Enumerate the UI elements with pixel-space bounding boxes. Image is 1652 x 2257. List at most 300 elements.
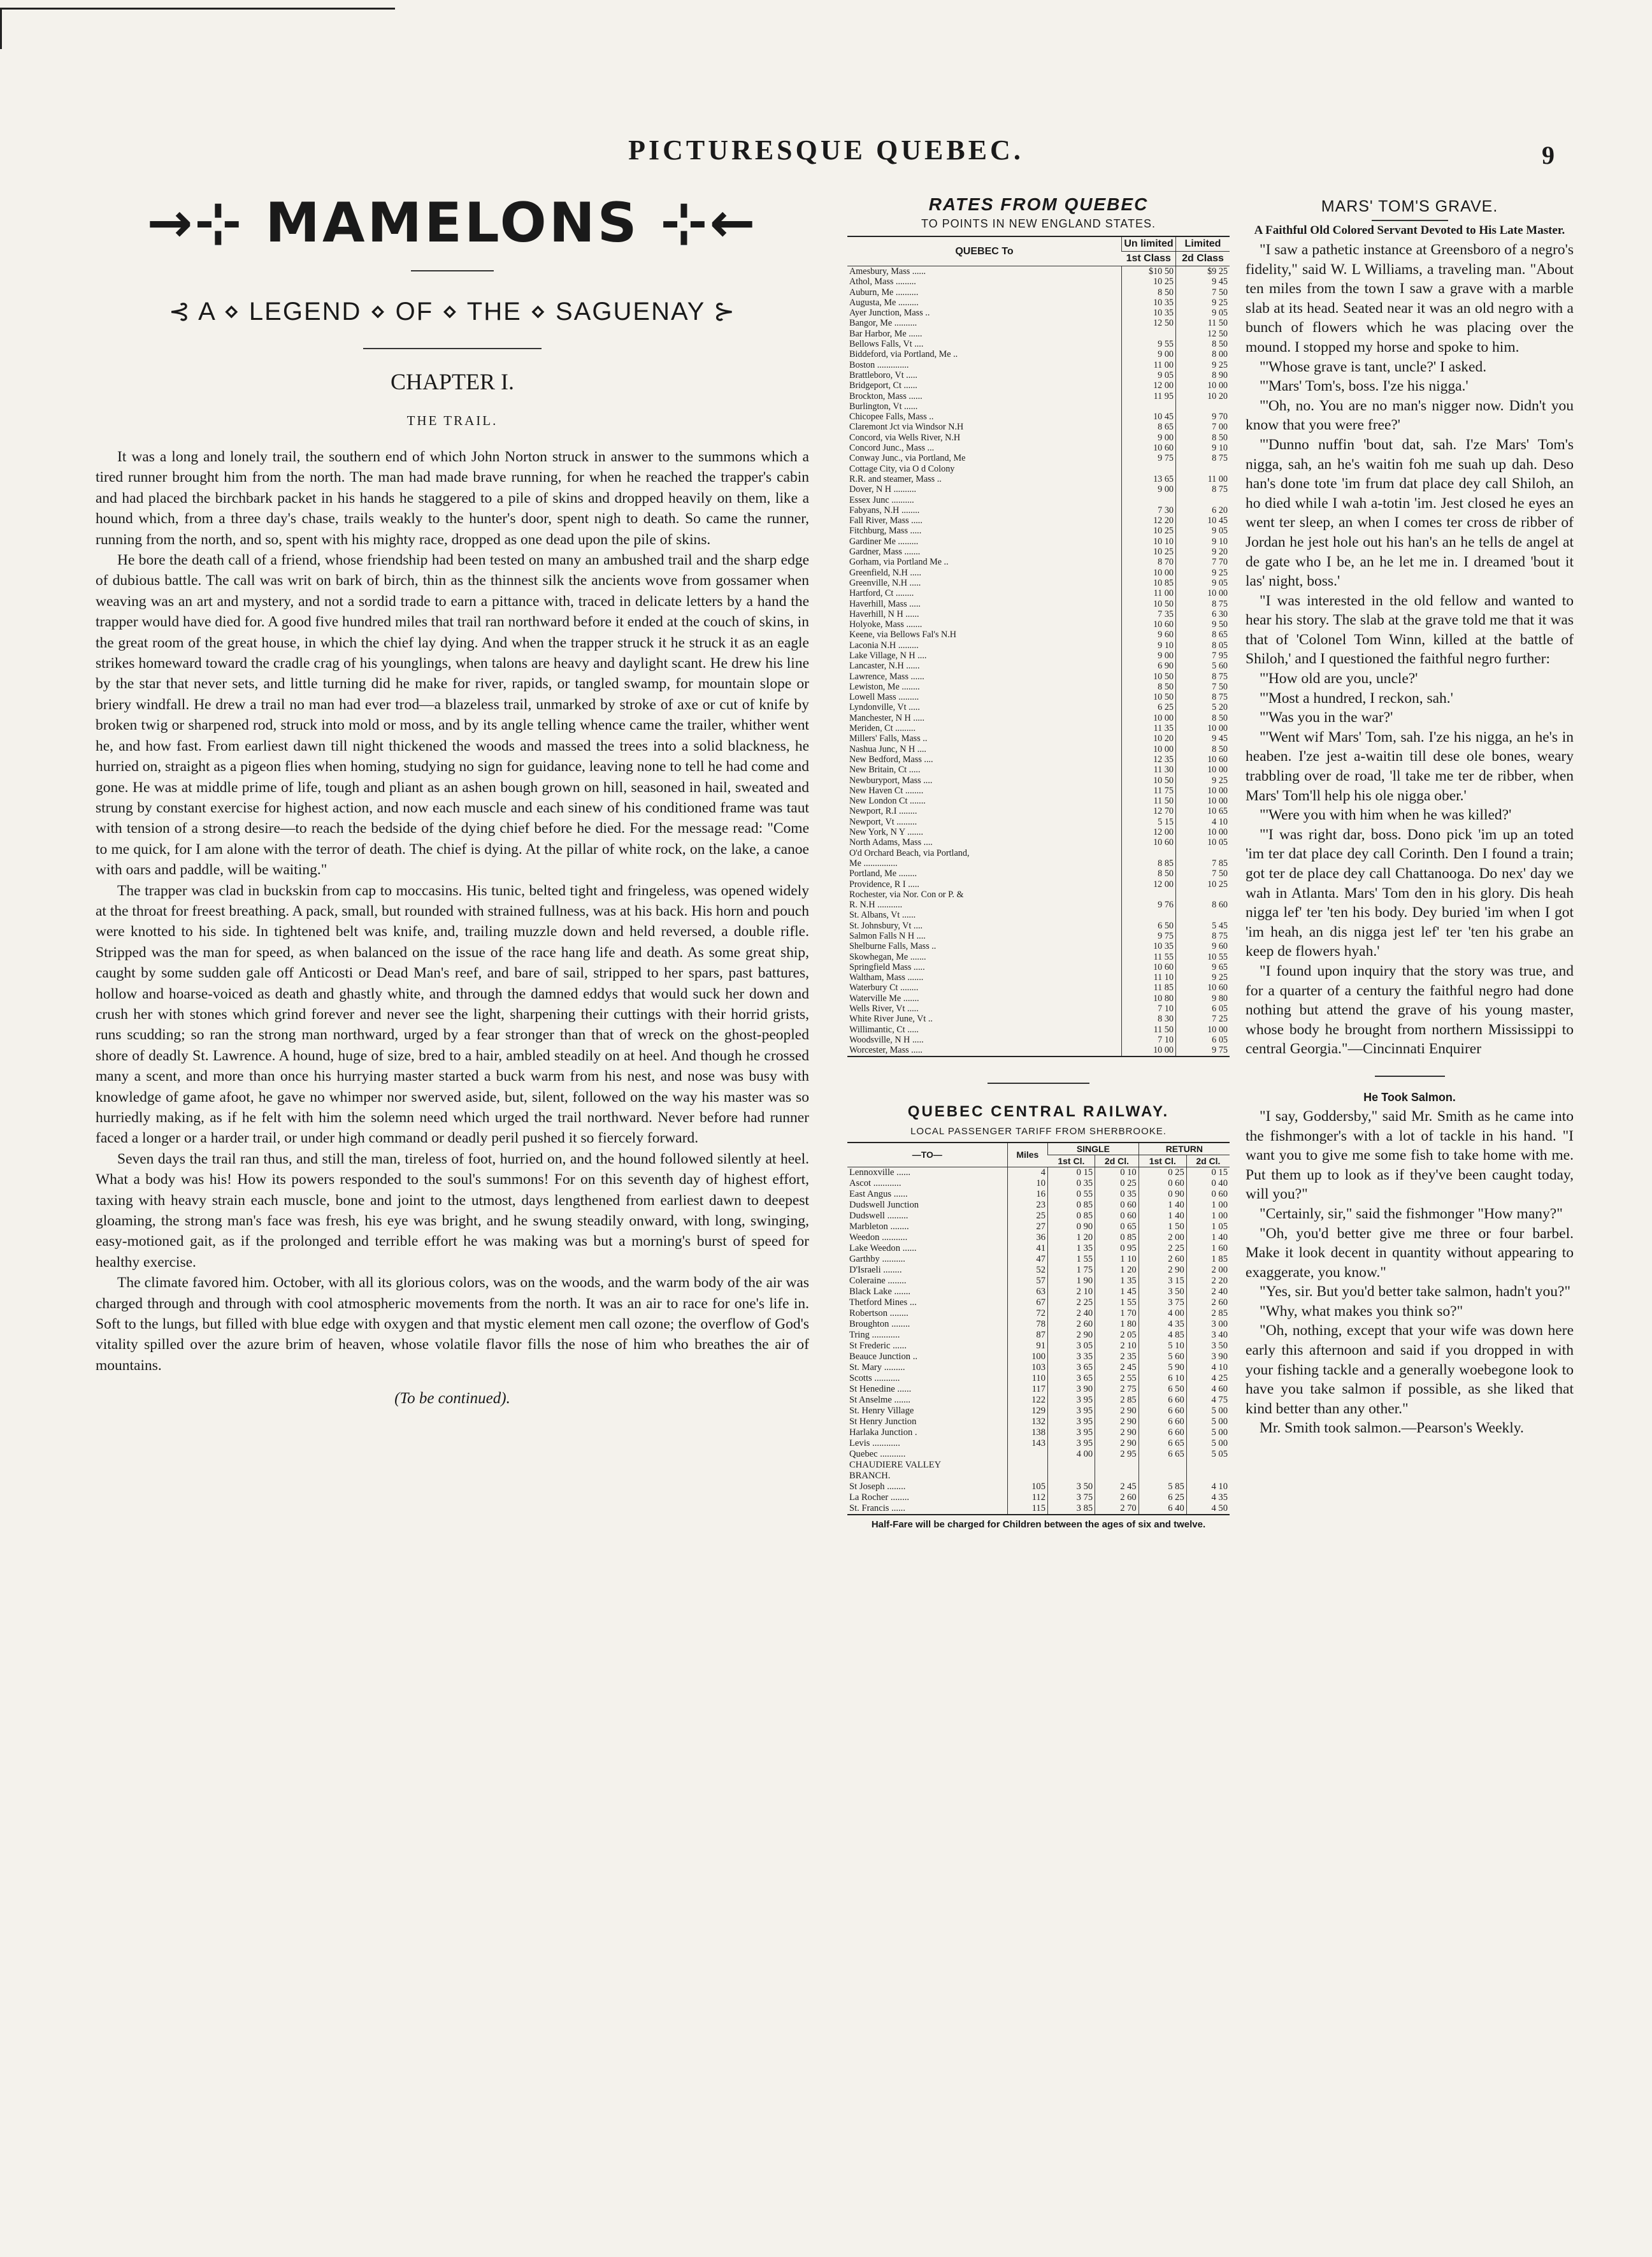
return-second-fare: 5 00 — [1186, 1427, 1230, 1438]
single-first-fare: 0 90 — [1048, 1222, 1095, 1232]
salmon-paragraph: "Yes, sir. But you'd better take salmon, hadn't you?" — [1260, 1283, 1571, 1301]
single-first-fare: 3 95 — [1048, 1417, 1095, 1427]
rates-unlimited-fare: 9 75 — [1122, 453, 1176, 463]
rates-limited-fare: 9 25 — [1176, 568, 1230, 578]
rates-row — [847, 682, 1230, 692]
railway-row — [847, 1406, 1230, 1417]
rates-row — [847, 775, 1230, 786]
rates-limited-fare: 9 25 — [1176, 775, 1230, 786]
rates-unlimited-fare: 9 76 — [1122, 900, 1176, 910]
return-second-fare: 5 05 — [1186, 1449, 1230, 1460]
single-first-fare: 1 55 — [1048, 1254, 1095, 1265]
railway-row — [847, 1471, 1230, 1482]
return-second-fare: 2 00 — [1186, 1265, 1230, 1276]
rates-row — [847, 765, 1230, 775]
railway-body — [847, 1167, 1230, 1515]
return-first-fare: 1 40 — [1138, 1211, 1186, 1222]
rates-row — [847, 869, 1230, 879]
return-second-fare: 1 05 — [1186, 1222, 1230, 1232]
single-second-fare: 2 45 — [1095, 1362, 1139, 1373]
page-title: PICTURESQUE QUEBEC. — [628, 134, 1024, 166]
rates-limited-fare — [1176, 464, 1230, 474]
return-first-fare: 5 10 — [1138, 1341, 1186, 1352]
rates-destination: Waltham, Mass ....... — [849, 972, 924, 983]
return-second-fare: 1 00 — [1186, 1200, 1230, 1211]
railway-miles: 132 — [1007, 1417, 1047, 1427]
rates-limited-fare: 10 00 — [1176, 765, 1230, 775]
railway-row — [847, 1243, 1230, 1254]
return-first-fare: 5 60 — [1138, 1352, 1186, 1362]
rates-row — [847, 266, 1230, 277]
rates-limited-fare: 7 50 — [1176, 682, 1230, 692]
return-second-fare: 3 90 — [1186, 1352, 1230, 1362]
return-second-fare: 4 35 — [1186, 1492, 1230, 1503]
return-second-fare: 0 15 — [1186, 1167, 1230, 1178]
railway-station: St Henedine ...... — [849, 1383, 912, 1394]
railway-miles: 25 — [1007, 1211, 1047, 1222]
rates-unlimited-fare: 12 00 — [1122, 380, 1176, 391]
rates-row — [847, 1045, 1230, 1056]
rates-limited-fare: 9 75 — [1176, 1045, 1230, 1056]
rates-row — [847, 1014, 1230, 1024]
grave-subhead: A Faithful Old Colored Servant Devoted to His Late Master. — [1254, 224, 1565, 237]
rates-row — [847, 754, 1230, 765]
rates-limited-fare: 10 55 — [1176, 952, 1230, 962]
single-first-fare: 3 75 — [1048, 1492, 1095, 1503]
rates-unlimited-fare: 6 25 — [1122, 702, 1176, 712]
return-second-fare: 1 60 — [1186, 1243, 1230, 1254]
rates-destination: Claremont Jct via Windsor N.H — [849, 422, 964, 433]
rates-limited-fare: 10 00 — [1176, 1025, 1230, 1035]
rates-unlimited-fare: 8 50 — [1122, 287, 1176, 298]
rates-row — [847, 640, 1230, 651]
rates-destination: Laconia N.H ......... — [849, 640, 919, 651]
grave-body — [1246, 240, 1574, 1059]
rates-unlimited-fare: 10 10 — [1122, 537, 1176, 547]
left-rule — [0, 8, 2, 49]
rates-limited-fare: 9 45 — [1176, 277, 1230, 287]
railway-miles: 115 — [1007, 1503, 1047, 1515]
railway-miles: 143 — [1007, 1438, 1047, 1449]
railway-miles: 105 — [1007, 1482, 1047, 1492]
rates-row — [847, 464, 1230, 474]
single-first-fare: 2 40 — [1048, 1308, 1095, 1319]
rates-unlimited-fare: 9 00 — [1122, 484, 1176, 494]
rates-limited-fare: 7 95 — [1176, 651, 1230, 661]
rates-destination: White River June, Vt .. — [849, 1014, 933, 1025]
railway-miles: 129 — [1007, 1406, 1047, 1417]
rates-unlimited-fare: 10 35 — [1122, 941, 1176, 951]
rates-unlimited-fare: 10 25 — [1122, 547, 1176, 557]
rates-destination: Amesbury, Mass ...... — [849, 266, 926, 277]
return-second-fare: 4 60 — [1186, 1384, 1230, 1395]
rates-limited-fare: 10 05 — [1176, 837, 1230, 847]
return-first-fare: 6 60 — [1138, 1395, 1186, 1406]
rates-destination: Waterville Me ....... — [849, 993, 919, 1004]
rates-row — [847, 786, 1230, 796]
single-first-fare: 0 35 — [1048, 1178, 1095, 1189]
rates-destination: Gorham, via Portland Me .. — [849, 557, 949, 568]
grave-paragraph: "'Oh, no. You are no man's nigger now. Didn't you know that you were free?' — [1246, 397, 1574, 434]
single-second-fare — [1095, 1460, 1139, 1471]
rates-unlimited-fare: 12 50 — [1122, 318, 1176, 328]
rates-unlimited-fare — [1122, 401, 1176, 412]
rates-row — [847, 692, 1230, 702]
story-subtitle: ⊰ A ⋄ LEGEND ⋄ OF ⋄ THE ⋄ SAGUENAY ⊱ — [168, 298, 736, 326]
grave-paragraph: "'Dunno nuffin 'bout dat, sah. I'ze Mars' Tom's nigga, sah, an he's waitin foh me suah up dah. Deso han's done tote 'im frum dat place dey call Shiloh, an ho died while I wah a-totin 'im. Jest closed he eyes an went ter sleep, an when I comes ter cross de ribber of Jordan he jest hole out his han's an he tells de angel at de gate who I be, an he let me in. I dreamed 'bout it las' night, boss.' — [1246, 436, 1574, 590]
rates-row — [847, 952, 1230, 962]
single-second-fare: 0 95 — [1095, 1243, 1139, 1254]
single-first-fare: 1 75 — [1048, 1265, 1095, 1276]
rates-limited-fare: 10 25 — [1176, 879, 1230, 890]
railway-miles: 16 — [1007, 1189, 1047, 1200]
return-second-fare: 1 85 — [1186, 1254, 1230, 1265]
single-first-fare: 1 90 — [1048, 1276, 1095, 1287]
railway-row — [847, 1449, 1230, 1460]
railway-station: Marbleton ........ — [849, 1221, 909, 1232]
rates-limited-fare: 11 50 — [1176, 318, 1230, 328]
rates-destination: Meriden, Ct ......... — [849, 723, 916, 734]
rates-row — [847, 983, 1230, 993]
rates-destination: Newport, Vt ......... — [849, 816, 917, 827]
top-rule — [0, 8, 395, 10]
rates-row — [847, 661, 1230, 671]
railway-header-2d: 2d Cl. — [1095, 1155, 1139, 1167]
rates-destination: Me ............... — [849, 858, 898, 869]
rates-unlimited-fare: 8 50 — [1122, 869, 1176, 879]
rates-destination: Brockton, Mass ...... — [849, 391, 923, 401]
single-first-fare: 2 60 — [1048, 1319, 1095, 1330]
railway-station: St. Henry Village — [849, 1405, 914, 1416]
single-second-fare: 2 90 — [1095, 1417, 1139, 1427]
rates-row — [847, 349, 1230, 359]
rates-destination: Lancaster, N.H ...... — [849, 661, 920, 672]
rates-row — [847, 443, 1230, 453]
rates-unlimited-fare: 10 25 — [1122, 277, 1176, 287]
story-body — [96, 447, 809, 1376]
rates-unlimited-fare: 10 45 — [1122, 412, 1176, 422]
rates-unlimited-fare: 11 10 — [1122, 972, 1176, 983]
salmon-title: He Took Salmon. — [1363, 1090, 1456, 1104]
single-second-fare: 2 90 — [1095, 1438, 1139, 1449]
return-second-fare: 3 40 — [1186, 1330, 1230, 1341]
rates-unlimited-fare: 12 20 — [1122, 516, 1176, 526]
railway-header-1st: 1st Cl. — [1048, 1155, 1095, 1167]
single-first-fare: 3 95 — [1048, 1406, 1095, 1417]
single-second-fare: 2 95 — [1095, 1449, 1139, 1460]
rates-row — [847, 796, 1230, 806]
railway-miles: 63 — [1007, 1287, 1047, 1297]
grave-paragraph: "I saw a pathetic instance at Greensboro of a negro's fidelity," said W. L Williams, a traveling man. "About ten miles from the town I saw a grave with a marble slab at its head. Seated near it was an old negro with a bunch of flowers which he was placing over the mound. I stopped my horse and spoke to him. — [1246, 242, 1574, 356]
single-second-fare — [1095, 1471, 1139, 1482]
rates-row — [847, 360, 1230, 370]
rates-row — [847, 931, 1230, 941]
rates-limited-fare — [1176, 401, 1230, 412]
railway-station: Weedon ........... — [849, 1232, 908, 1243]
rates-limited-fare: 9 20 — [1176, 547, 1230, 557]
railway-station: BRANCH. — [849, 1470, 891, 1481]
rates-row — [847, 910, 1230, 920]
rates-unlimited-fare: 12 35 — [1122, 754, 1176, 765]
section-heading: THE TRAIL. — [406, 413, 498, 428]
single-second-fare: 0 10 — [1095, 1167, 1139, 1178]
rates-unlimited-fare: 10 50 — [1122, 775, 1176, 786]
story-masthead: →⊹ MAMELONS ⊹← — [147, 191, 758, 255]
rates-limited-fare — [1176, 890, 1230, 900]
rates-row — [847, 630, 1230, 640]
single-second-fare: 2 85 — [1095, 1395, 1139, 1406]
single-second-fare: 1 45 — [1095, 1287, 1139, 1297]
single-first-fare: 0 55 — [1048, 1189, 1095, 1200]
grave-paragraph: "'Most a hundred, I reckon, sah.' — [1260, 689, 1453, 707]
railway-row — [847, 1417, 1230, 1427]
story-column — [96, 185, 809, 1408]
railway-station: Ascot ............ — [849, 1178, 901, 1188]
railway-row — [847, 1341, 1230, 1352]
single-first-fare: 3 95 — [1048, 1395, 1095, 1406]
rates-destination: Manchester, N H ..... — [849, 712, 925, 723]
rates-row — [847, 391, 1230, 401]
rates-destination: Greenfield, N.H ..... — [849, 567, 922, 578]
rates-unlimited-fare: 10 20 — [1122, 733, 1176, 744]
railway-row — [847, 1297, 1230, 1308]
grave-paragraph: "'Went wif Mars' Tom, sah. I'ze his nigga, an he's in heaben. I'ze jest a-waitin till dese ole bones, weary trabbling over de road, 'll take me ter de ribber, when Mars' Tom'll help his ole nigga ober.' — [1246, 728, 1574, 804]
railway-miles: 4 — [1007, 1167, 1047, 1178]
return-second-fare: 2 60 — [1186, 1297, 1230, 1308]
grave-paragraph: "'Were you with him when he was killed?' — [1260, 807, 1512, 824]
chapter-heading: CHAPTER I. — [390, 369, 514, 394]
single-first-fare: 3 65 — [1048, 1362, 1095, 1373]
railway-subtitle: LOCAL PASSENGER TARIFF FROM SHERBROOKE. — [910, 1125, 1167, 1137]
rates-limited-fare: 4 10 — [1176, 817, 1230, 827]
return-first-fare: 2 90 — [1138, 1265, 1186, 1276]
return-first-fare: 4 35 — [1138, 1319, 1186, 1330]
single-first-fare: 0 15 — [1048, 1167, 1095, 1178]
railway-station: St Joseph ........ — [849, 1481, 906, 1492]
return-first-fare: 0 90 — [1138, 1189, 1186, 1200]
rates-destination: Lewiston, Me ........ — [849, 681, 920, 692]
railway-miles: 36 — [1007, 1232, 1047, 1243]
rates-row — [847, 526, 1230, 536]
railway-row — [847, 1384, 1230, 1395]
rates-unlimited-fare: 10 80 — [1122, 993, 1176, 1004]
rates-destination: O'd Orchard Beach, via Portland, — [849, 847, 970, 858]
rates-destination: New Haven Ct ........ — [849, 785, 924, 796]
rates-row — [847, 277, 1230, 287]
rates-destination: Lowell Mass ......... — [849, 692, 919, 703]
return-first-fare: 5 90 — [1138, 1362, 1186, 1373]
rates-limited-fare: 8 75 — [1176, 931, 1230, 941]
return-second-fare: 5 00 — [1186, 1417, 1230, 1427]
return-first-fare: 2 00 — [1138, 1232, 1186, 1243]
rates-unlimited-fare: 10 60 — [1122, 443, 1176, 453]
rates-destination: Springfield Mass ..... — [849, 962, 925, 972]
railway-station: D'Israeli ........ — [849, 1264, 902, 1275]
rates-row — [847, 370, 1230, 380]
rates-row — [847, 287, 1230, 298]
rates-title: RATES FROM QUEBEC — [928, 194, 1149, 214]
rates-row — [847, 433, 1230, 443]
railway-row — [847, 1438, 1230, 1449]
rates-row — [847, 505, 1230, 516]
rates-unlimited-fare: 10 50 — [1122, 599, 1176, 609]
rates-row — [847, 806, 1230, 816]
rates-limited-fare: 7 85 — [1176, 858, 1230, 869]
grave-title: MARS' TOM'S GRAVE. — [1321, 198, 1498, 215]
rates-row — [847, 837, 1230, 847]
railway-station: Beauce Junction .. — [849, 1351, 917, 1362]
rates-unlimited-fare: 11 75 — [1122, 786, 1176, 796]
railway-miles: 117 — [1007, 1384, 1047, 1395]
single-second-fare: 1 70 — [1095, 1308, 1139, 1319]
rates-row — [847, 702, 1230, 712]
railway-table — [847, 1142, 1230, 1515]
railway-header-2d: 2d Cl. — [1186, 1155, 1230, 1167]
single-first-fare: 3 65 — [1048, 1373, 1095, 1384]
rates-destination: Gardner, Mass ....... — [849, 547, 921, 558]
rates-limited-fare: 5 45 — [1176, 921, 1230, 931]
railway-miles: 72 — [1007, 1308, 1047, 1319]
return-first-fare: 6 50 — [1138, 1384, 1186, 1395]
rates-destination: Portland, Me ........ — [849, 869, 917, 879]
rates-destination: Athol, Mass ......... — [849, 277, 916, 287]
railway-row — [847, 1254, 1230, 1265]
return-second-fare: 5 00 — [1186, 1438, 1230, 1449]
divider — [363, 348, 542, 349]
rates-unlimited-fare: 10 00 — [1122, 1045, 1176, 1056]
single-second-fare: 2 75 — [1095, 1384, 1139, 1395]
return-first-fare: 6 60 — [1138, 1417, 1186, 1427]
rates-destination: Lake Village, N H .... — [849, 650, 927, 661]
return-first-fare: 1 50 — [1138, 1222, 1186, 1232]
railway-miles: 100 — [1007, 1352, 1047, 1362]
rates-destination: New Bedford, Mass .... — [849, 754, 933, 765]
rates-row — [847, 1025, 1230, 1035]
rates-destination: Haverhill, Mass ..... — [849, 598, 921, 609]
railway-miles: 47 — [1007, 1254, 1047, 1265]
rates-destination: Nashua Junc, N H .... — [849, 744, 926, 754]
railway-row — [847, 1460, 1230, 1471]
single-first-fare: 1 20 — [1048, 1232, 1095, 1243]
rates-row — [847, 318, 1230, 328]
single-first-fare: 0 85 — [1048, 1200, 1095, 1211]
railway-station: Broughton ........ — [849, 1318, 910, 1329]
rates-row — [847, 890, 1230, 900]
rates-limited-fare: 8 60 — [1176, 900, 1230, 910]
rates-limited-fare: 10 00 — [1176, 723, 1230, 733]
railway-station: East Angus ...... — [849, 1188, 908, 1199]
rates-unlimited-fare: 11 50 — [1122, 1025, 1176, 1035]
railway-station: St. Mary ......... — [849, 1362, 905, 1373]
rates-subtitle: TO POINTS IN NEW ENGLAND STATES. — [921, 217, 1156, 230]
rates-destination: Burlington, Vt ...... — [849, 401, 918, 412]
rates-limited-fare: 9 05 — [1176, 578, 1230, 588]
railway-station: Dudswell ......... — [849, 1210, 909, 1221]
rates-destination: Concord, via Wells River, N.H — [849, 432, 961, 443]
rates-unlimited-fare: 10 60 — [1122, 962, 1176, 972]
railway-header-single: SINGLE — [1048, 1143, 1139, 1155]
railway-title: QUEBEC CENTRAL RAILWAY. — [907, 1102, 1170, 1120]
rates-limited-fare: 9 05 — [1176, 308, 1230, 318]
return-first-fare: 3 75 — [1138, 1297, 1186, 1308]
rates-row — [847, 827, 1230, 837]
rates-limited-fare: 6 05 — [1176, 1035, 1230, 1045]
railway-note: Half-Fare will be charged for Children between the ages of six and twelve. — [871, 1518, 1206, 1530]
rates-row — [847, 972, 1230, 983]
return-first-fare: 6 60 — [1138, 1406, 1186, 1417]
rates-limited-fare: 6 30 — [1176, 609, 1230, 619]
railway-row — [847, 1178, 1230, 1189]
rates-destination: Conway Junc., via Portland, Me — [849, 453, 966, 464]
single-second-fare: 0 25 — [1095, 1178, 1139, 1189]
rates-limited-fare: $9 25 — [1176, 266, 1230, 277]
rates-destination: Bellows Falls, Vt .... — [849, 339, 924, 350]
railway-row — [847, 1287, 1230, 1297]
rates-limited-fare: 9 05 — [1176, 526, 1230, 536]
rates-limited-fare: 8 50 — [1176, 339, 1230, 349]
railway-station: St Frederic ...... — [849, 1340, 907, 1351]
rates-limited-fare: 12 50 — [1176, 329, 1230, 339]
single-second-fare: 2 45 — [1095, 1482, 1139, 1492]
divider — [411, 270, 494, 271]
rates-header-unlimited: Un limited — [1122, 236, 1176, 252]
salmon-paragraph: Mr. Smith took salmon.—Pearson's Weekly. — [1260, 1420, 1524, 1437]
return-first-fare — [1138, 1460, 1186, 1471]
rates-limited-fare: 6 05 — [1176, 1004, 1230, 1014]
rates-row — [847, 412, 1230, 422]
rates-unlimited-fare: 7 10 — [1122, 1004, 1176, 1014]
rates-limited-fare: 7 25 — [1176, 1014, 1230, 1024]
rates-row — [847, 858, 1230, 869]
rates-unlimited-fare: 8 50 — [1122, 682, 1176, 692]
single-first-fare: 2 90 — [1048, 1330, 1095, 1341]
return-second-fare: 2 85 — [1186, 1308, 1230, 1319]
rates-limited-fare: 9 25 — [1176, 972, 1230, 983]
rates-limited-fare: 10 00 — [1176, 786, 1230, 796]
rates-row — [847, 453, 1230, 463]
railway-miles: 57 — [1007, 1276, 1047, 1287]
rates-destination: Keene, via Bellows Fal's N.H — [849, 630, 957, 640]
railway-header-miles: Miles — [1007, 1143, 1047, 1167]
rates-unlimited-fare: 8 30 — [1122, 1014, 1176, 1024]
railway-station: Levis ............ — [849, 1438, 900, 1448]
rates-body — [847, 266, 1230, 1056]
rates-unlimited-fare: 12 00 — [1122, 879, 1176, 890]
rates-destination: Bangor, Me .......... — [849, 318, 917, 329]
return-first-fare: 2 25 — [1138, 1243, 1186, 1254]
rates-limited-fare: 11 00 — [1176, 474, 1230, 484]
return-first-fare — [1138, 1471, 1186, 1482]
return-second-fare — [1186, 1471, 1230, 1482]
single-first-fare: 2 10 — [1048, 1287, 1095, 1297]
rates-unlimited-fare: 9 00 — [1122, 651, 1176, 661]
rates-header-first-class: 1st Class — [1122, 252, 1176, 266]
rates-row — [847, 547, 1230, 557]
rates-header-destination: QUEBEC To — [847, 236, 1122, 266]
rates-unlimited-fare: 11 55 — [1122, 952, 1176, 962]
return-first-fare: 6 25 — [1138, 1492, 1186, 1503]
rates-limited-fare: 10 45 — [1176, 516, 1230, 526]
grave-paragraph: "I found upon inquiry that the story was true, and for a quarter of a century the faithful negro had done nothing but attend the grave of his young master, whose body he brought from northern Mississippi to central Georgia."—Cincinnati Enquirer — [1246, 962, 1574, 1058]
rates-row — [847, 900, 1230, 910]
rates-unlimited-fare — [1122, 495, 1176, 505]
single-first-fare — [1048, 1471, 1095, 1482]
rates-unlimited-fare: 9 00 — [1122, 433, 1176, 443]
single-second-fare: 2 90 — [1095, 1406, 1139, 1417]
rates-unlimited-fare: 10 60 — [1122, 837, 1176, 847]
rates-unlimited-fare — [1122, 890, 1176, 900]
rates-row — [847, 308, 1230, 318]
